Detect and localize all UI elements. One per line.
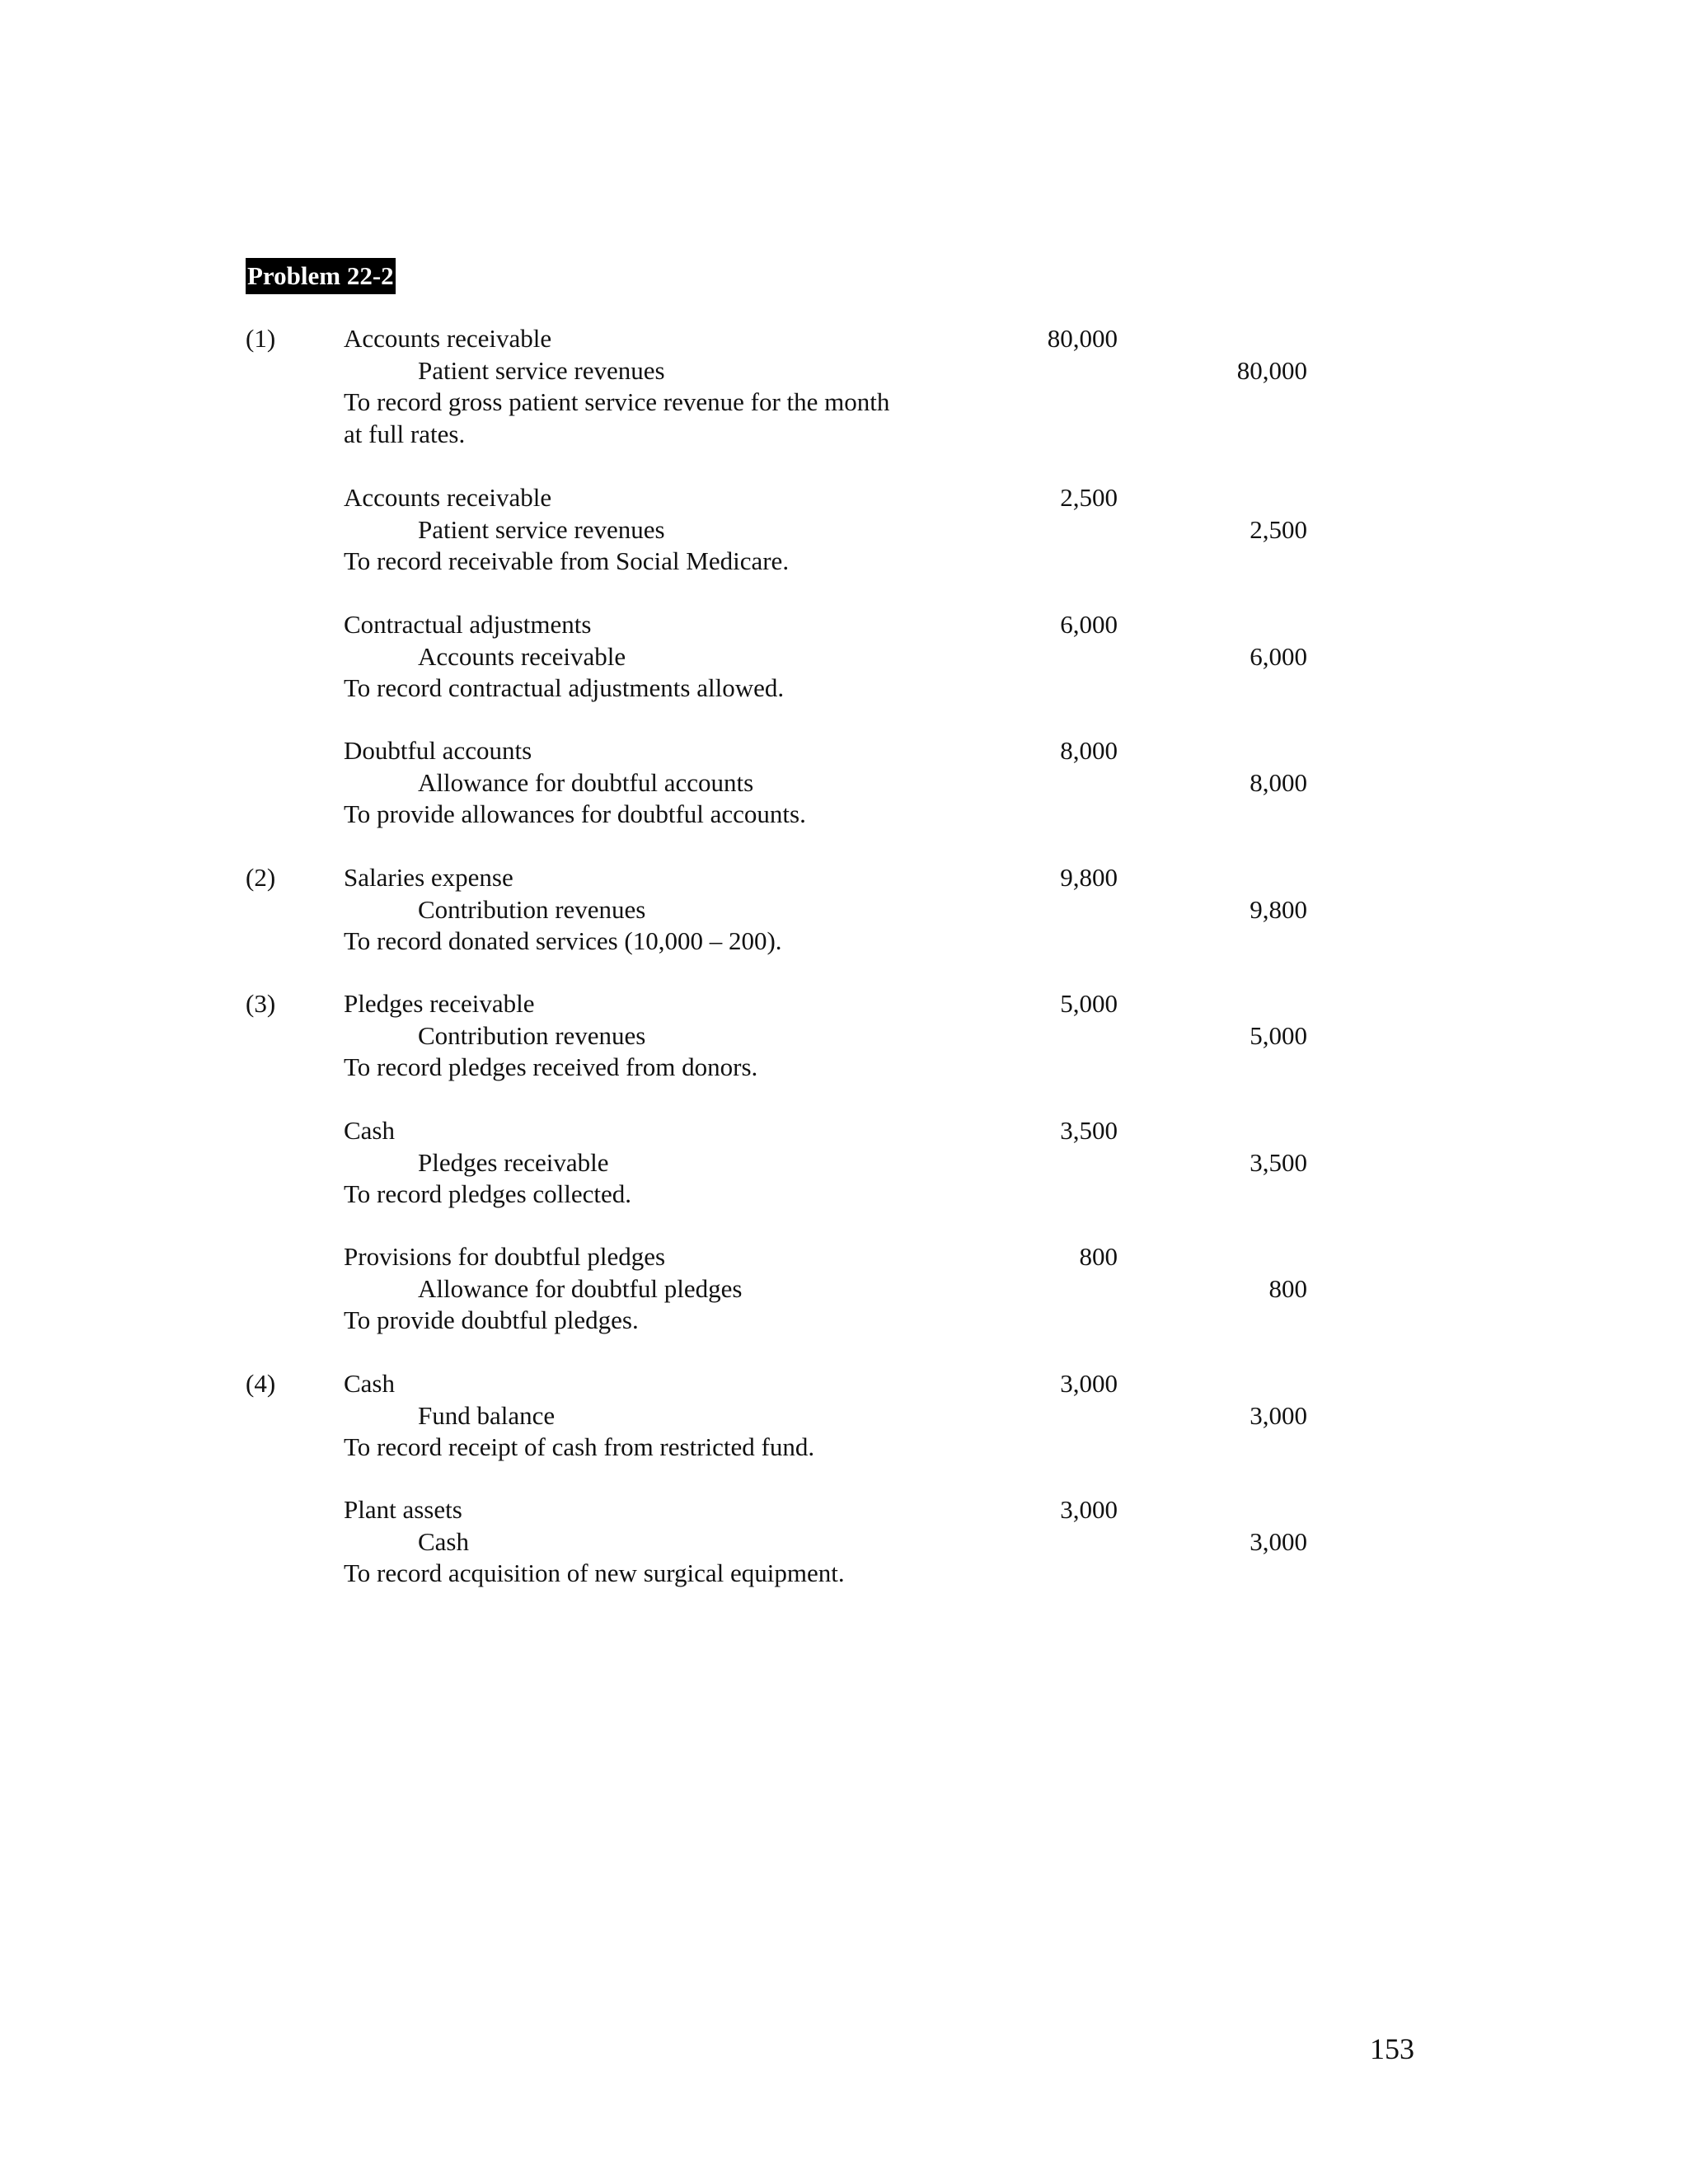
debit-amount: 3,500 [1060,1116,1118,1145]
credit-account: Contribution revenues [418,894,646,924]
entry-description: To record receivable from Social Medicare. [344,546,790,575]
entry-description: To record acquisition of new surgical equipment. [344,1558,845,1587]
credit-account: Allowance for doubtful pledges [418,1273,743,1303]
credit-amount: 3,500 [1250,1147,1307,1177]
credit-amount: 800 [1268,1273,1307,1303]
credit-amount: 80,000 [1236,355,1307,385]
entry-description: at full rates. [344,419,466,448]
item-number: (2) [246,863,276,892]
credit-account: Allowance for doubtful accounts [418,767,754,797]
credit-amount: 9,800 [1250,894,1307,924]
credit-amount: 2,500 [1250,514,1307,544]
credit-account: Accounts receivable [418,641,626,671]
debit-account: Salaries expense [344,863,513,892]
credit-account: Contribution revenues [418,1020,646,1050]
entry-description: To record pledges collected. [344,1179,632,1208]
credit-amount: 3,000 [1250,1400,1307,1430]
debit-account: Contractual adjustments [344,610,592,639]
debit-account: Cash [344,1116,395,1145]
debit-account: Accounts receivable [344,483,552,512]
debit-amount: 800 [1079,1242,1118,1271]
page-number: 153 [1370,2032,1414,2065]
credit-account: Patient service revenues [418,514,665,544]
entry-description: To record gross patient service revenue for the month [344,387,890,416]
debit-amount: 6,000 [1060,610,1118,639]
entry-description: To record donated services (10,000 – 200). [344,926,782,955]
entry-description: To provide doubtful pledges. [344,1305,639,1334]
debit-account: Doubtful accounts [344,736,532,765]
debit-amount: 80,000 [1047,324,1118,353]
credit-amount: 5,000 [1250,1020,1307,1050]
entry-description: To record contractual adjustments allowed. [344,673,785,702]
page-title: Problem 22-2 [246,258,396,294]
debit-account: Accounts receivable [344,324,552,353]
debit-amount: 3,000 [1060,1495,1118,1524]
item-number: (1) [246,324,276,353]
entry-description: To provide allowances for doubtful accounts. [344,799,806,828]
credit-account: Fund balance [418,1400,556,1430]
credit-account: Pledges receivable [418,1147,609,1177]
entry-description: To record receipt of cash from restricted fund. [344,1432,815,1461]
debit-account: Cash [344,1369,395,1398]
debit-amount: 8,000 [1060,736,1118,765]
item-number: (4) [246,1369,276,1398]
entry-description: To record pledges received from donors. [344,1052,758,1081]
debit-account: Provisions for doubtful pledges [344,1242,666,1271]
credit-amount: 3,000 [1250,1526,1307,1556]
item-number: (3) [246,989,276,1018]
debit-amount: 2,500 [1060,483,1118,512]
debit-account: Pledges receivable [344,989,535,1018]
debit-amount: 3,000 [1060,1369,1118,1398]
debit-amount: 5,000 [1060,989,1118,1018]
credit-amount: 6,000 [1250,641,1307,671]
debit-account: Plant assets [344,1495,462,1524]
debit-amount: 9,800 [1060,863,1118,892]
credit-amount: 8,000 [1250,767,1307,797]
credit-account: Patient service revenues [418,355,665,385]
credit-account: Cash [418,1526,469,1556]
